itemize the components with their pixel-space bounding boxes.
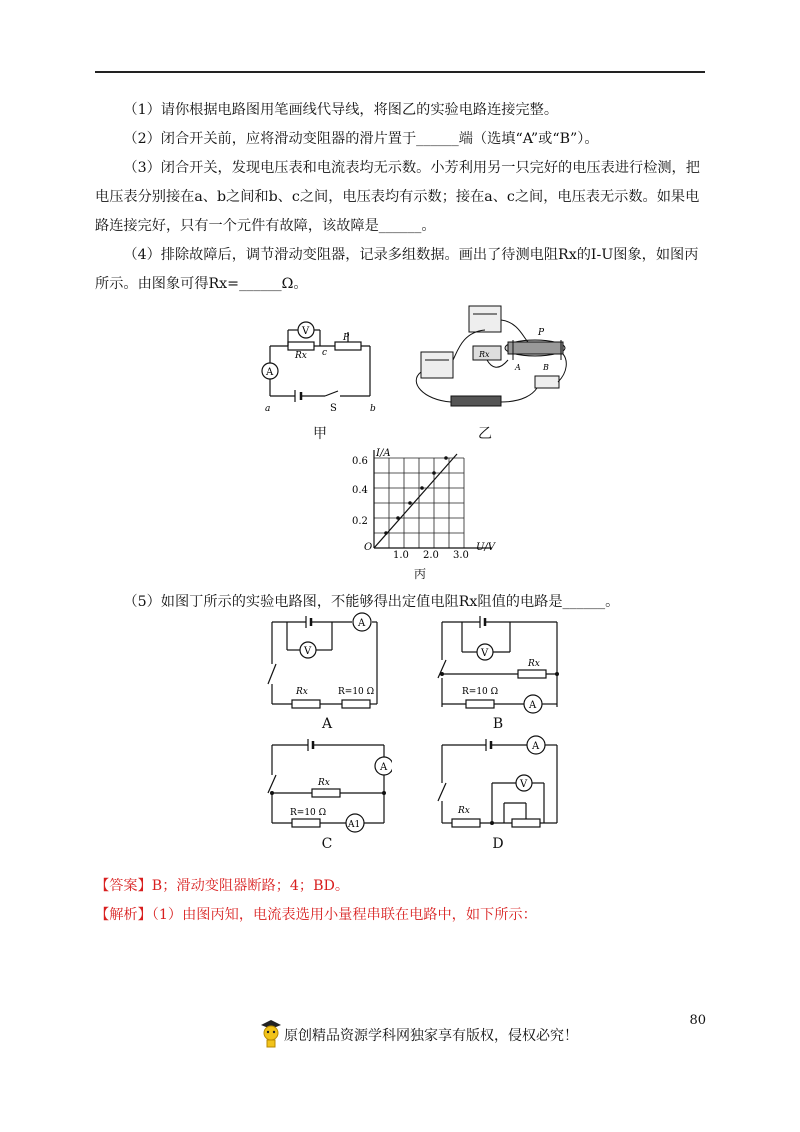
mascot-icon [258,1017,284,1049]
circuit-c [262,735,392,835]
answer-line [95,872,705,901]
origin-label: O [364,542,373,553]
circuit-diagram-jia [250,318,390,418]
y-tick-3: 0.6 [352,456,368,467]
slider-label: P [343,333,350,343]
yi-end-a-label: A [515,363,521,372]
circuit-b-voltmeter: V [481,648,489,659]
data-point [432,471,436,475]
page-number: 80 [689,1013,706,1028]
figure-bing-caption: 丙 [413,567,426,581]
yi-resistor-label: Rx [479,350,490,359]
question-3: （3）闭合开关，发现电压表和电流表均无示数。小芳利用另一只完好的电压表进行检测，把电压表分别接在a、b之间和b、c之间，电压表均有示数；接在a、c之间，电压表无示数。如果电路连接完好，只有一个元件有故障，该故障是______。 [95,160,700,234]
circuit-a-voltmeter: V [304,646,312,657]
circuit-b-ammeter: A [529,700,537,711]
circuit-c-rx: Rx [318,778,330,788]
circuit-a-r: R=10 Ω [338,687,375,697]
iu-graph-bing [352,446,512,564]
footer [258,1013,588,1053]
resistor-label: Rx [295,351,307,361]
circuit-d-rx: Rx [458,806,470,816]
question-1: （1）请你根据电路图用笔画线代导线，将图乙的实验电路连接完整。 [123,102,559,118]
ammeter-label: A [266,367,274,378]
circuit-c-ammeter1: A1 [348,820,361,830]
circuit-a-caption: A [321,716,333,732]
node-a-label: a [265,404,271,414]
circuit-d-voltmeter: V [520,779,528,790]
circuit-d [432,735,567,835]
analysis-text: （1）由图丙知，电流表选用小量程串联在电路中，如下所示： [151,907,537,923]
circuit-a-rx: Rx [296,687,308,697]
question-2: （2）闭合开关前，应将滑动变阻器的滑片置于______端（选填“A”或“B”）。 [123,131,599,147]
circuit-d-ammeter: A [532,741,540,752]
circuit-c-ammeter: A [380,762,388,773]
apparatus-sketch-yi [403,302,573,414]
node-b-label: b [370,404,376,414]
yi-end-b-label: B [543,363,549,372]
circuit-b-r: R=10 Ω [462,687,499,697]
circuit-b [432,612,562,716]
header-rule [95,71,705,73]
data-point [420,486,424,490]
x-axis-label: U/V [476,542,496,553]
circuit-a-ammeter: A [358,618,366,629]
y-tick-1: 0.2 [352,516,368,527]
analysis-label: 【解析】 [95,907,152,923]
circuit-c-r: R=10 Ω [290,808,327,818]
data-point [408,501,412,505]
circuit-b-rx: Rx [528,659,540,669]
question-4: （4）排除故障后，调节滑动变阻器，记录多组数据。画出了待测电阻Rx的I-U图象，如图丙所示。由图象可得Rx=______Ω。 [95,247,699,292]
data-point [396,516,400,520]
answer-text: B；滑动变阻器断路；4；BD。 [151,878,350,894]
data-point [384,531,388,535]
yi-slider-label: P [538,328,545,338]
x-tick-2: 2.0 [423,550,439,561]
x-tick-1: 1.0 [393,550,409,561]
circuit-a [262,612,387,712]
circuit-d-caption: D [492,836,504,852]
y-tick-2: 0.4 [352,485,368,496]
circuit-c-caption: C [321,836,333,852]
figure-jia-caption: 甲 [313,426,327,442]
answer-label: 【答案】 [95,878,152,894]
data-point [444,456,448,460]
question-5: （5）如图丁所示的实验电路图，不能够得出定值电阻Rx阻值的电路是______。 [123,594,620,610]
switch-label: S [330,403,337,414]
footer-copyright: 原创精品资源学科网独家享有版权，侵权必究！ [284,1028,578,1044]
x-tick-3: 3.0 [453,550,469,561]
node-c-label: c [322,348,328,358]
voltmeter-label: V [302,326,310,337]
figure-yi-caption: 乙 [478,426,492,442]
analysis-line [95,901,705,930]
y-axis-label: I/A [376,448,391,459]
circuit-b-caption: B [492,716,504,732]
